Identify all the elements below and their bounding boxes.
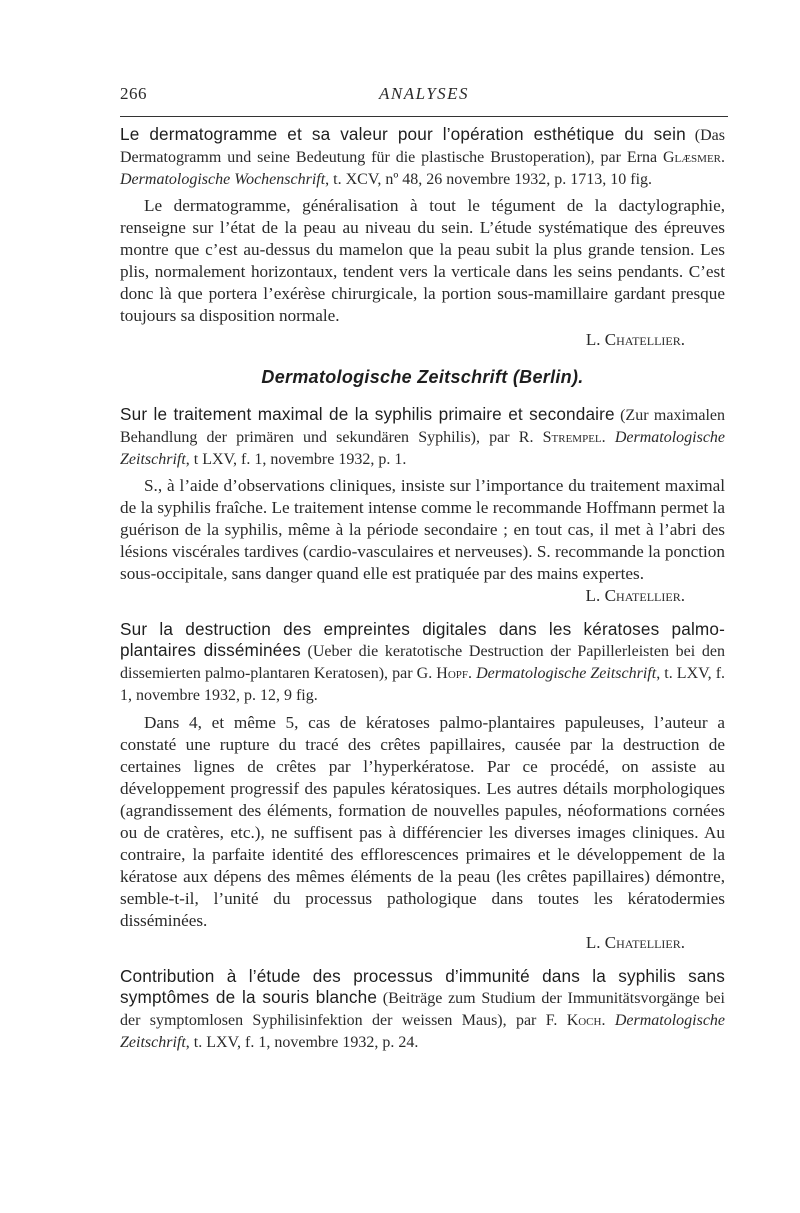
article-summary: Dans 4, et même 5, cas de kératoses palmo-plantaires papuleuses, l’auteur a constaté une rupture du tracé des crêtes papillaires, causée par la destruction de certaines lignes de crêtes par l’hyperkératose. Par ce procédé, on assiste au développement progressif des papules kératosiques. Les autres détails morphologiques (agrandissement des éléments, formation de nouvelles papules, néoformations cornées ou de cratères, etc.), ne suffisent pas à différencier les diverses images cliniques. Au contraire, la parfaite identité des efflorescences primaires et le développement de la kératose aux dépens des mêmes éléments de la peau (les crêtes papillaires) démontre, semble-t-il, l’unité du processus pathologique dans toutes les kératodermies disséminées. — [120, 713, 725, 930]
reference-text: . — [601, 429, 615, 446]
reference-text: , t. XCV, nº 48, 26 novembre 1932, p. 1713, 10 fig. — [325, 171, 653, 188]
author-name: Glæsmer — [662, 149, 721, 166]
reference-text: (Das Dermatogramm und seine Bedeutung für die plastische Brustoperation), par Erna — [120, 127, 725, 166]
reference-text: , t LXV, f. 1, novembre 1932, p. 1. — [185, 451, 407, 468]
article-title: Le dermatogramme et sa valeur pour l’opération esthétique du sein — [120, 124, 686, 144]
article-title: Sur la destruction des empreintes digitales dans les kératoses palmo-plantaires disséminées — [120, 619, 725, 660]
article-dermatogramme — [120, 124, 725, 351]
article-heading — [120, 404, 725, 470]
signature: L. Chatellier. — [585, 933, 685, 952]
section-heading: Dermatologische Zeitschrift (Berlin). — [261, 367, 584, 387]
article-title: Contribution à l’étude des processus d’immunité dans la syphilis sans symptômes de la souris blanche — [120, 966, 725, 1007]
header-rule — [120, 116, 728, 117]
author-name: Koch — [566, 1012, 602, 1029]
reference-text: , t. LXV, f. 1, novembre 1932, p. 24. — [185, 1034, 419, 1051]
article-title: Sur le traitement maximal de la syphilis primaire et secondaire — [120, 404, 615, 424]
article-summary: Le dermatogramme, généralisation à tout le tégument de la dactylographie, renseigne sur l’état de la peau au niveau du sein. L’étude systématique des épreuves montre que c’est au-dessus du mamelon que la peau subit la plus grande tension. Les plis, normalement horizontaux, tendent vers la verticale dans les seins pendants. C’est donc là que portera l’exérèse chirurgicale, la portion sous-mamillaire gardant presque toujours sa disposition normale. — [120, 196, 725, 325]
page-body — [120, 124, 725, 1053]
author-name: Hopf — [436, 665, 469, 682]
running-title: ANALYSES — [378, 84, 470, 103]
article-heading — [120, 619, 725, 706]
article-immunite-syphilis — [120, 966, 725, 1053]
article-empreintes-digitales — [120, 619, 725, 954]
reference-text: (Zur maximalen Behandlung der primären und sekundären Syphilis), par R. — [120, 407, 725, 446]
journal-name: Dermatologische Wochenschrift — [120, 171, 326, 188]
reference-text: (Beiträge zum Studium der Immunitätsvorgänge bei der symptomlosen Syphilisinfektion der weissen Maus), par F. — [120, 990, 725, 1029]
article-traitement-syphilis — [120, 404, 725, 607]
article-heading — [120, 966, 725, 1053]
journal-name: Dermatologische Zeitschrift — [120, 1012, 726, 1051]
reference-text: . — [721, 149, 725, 166]
signature: L. Chatellier. — [585, 330, 685, 349]
signature: L. Chatellier. — [585, 586, 685, 605]
reference-text: . — [601, 1012, 615, 1029]
page-header — [120, 84, 728, 108]
page-number: 266 — [120, 84, 147, 103]
article-summary-block — [120, 475, 725, 607]
journal-name: Dermatologische Zeitschrift — [120, 429, 726, 468]
reference-text: . — [468, 665, 477, 682]
journal-name: Dermatologische Zeitschrift — [476, 665, 657, 682]
article-summary: S., à l’aide d’observations cliniques, insiste sur l’importance du traitement maximal de la syphilis fraîche. Le traitement intense comme le recommande Hoffmann permet la guérison de la syphilis, même à la période secondaire ; en tout cas, il met à l’abri des lésions viscérales tardives (cardio-vasculaires et nerveuses). S. recommande la ponction sous-occipitale, sans danger quand elle est pratiquée par des mains expertes. — [120, 476, 725, 583]
reference-text: , t. LXV, f. 1, novembre 1932, p. 12, 9 fig. — [120, 665, 726, 704]
reference-text: (Ueber die keratotische Destruction der Papillerleisten bei den dissemierten palmo-plantaren Keratosen), par G. — [120, 643, 725, 682]
author-name: Strempel — [542, 429, 602, 446]
article-heading — [120, 124, 725, 190]
